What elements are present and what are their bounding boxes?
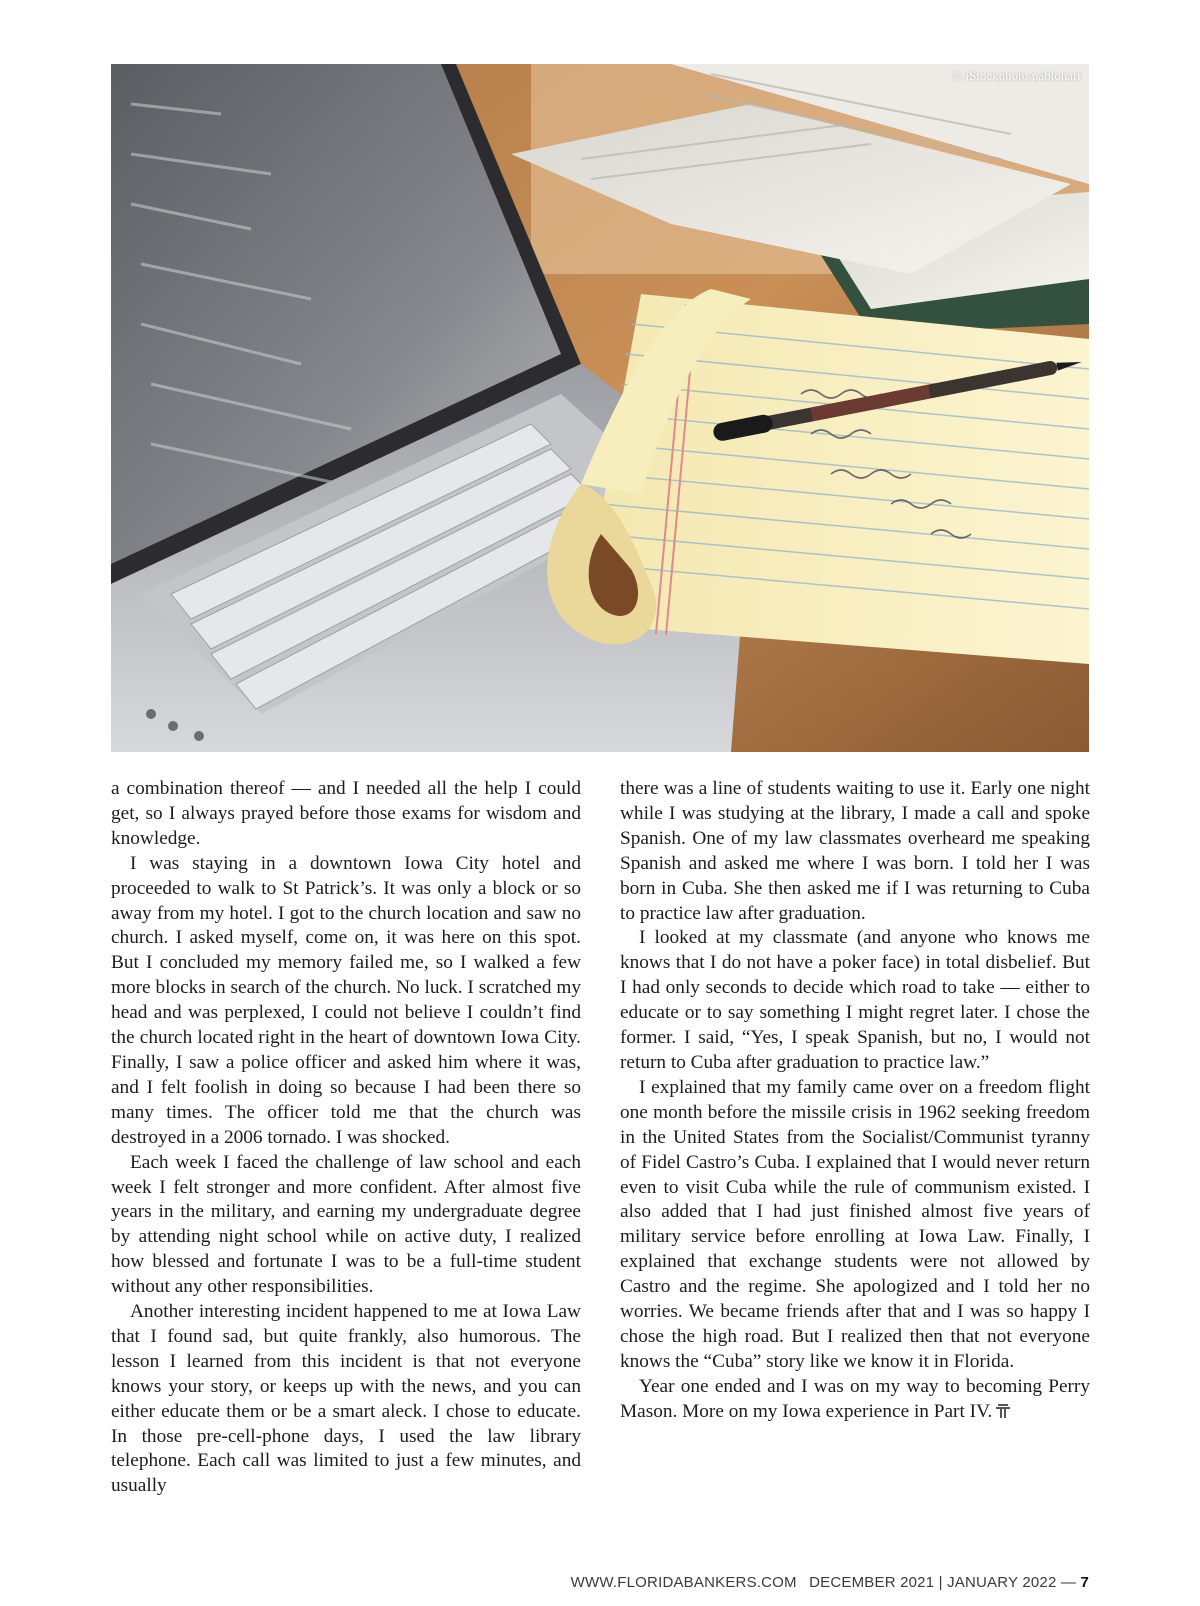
paragraph: I explained that my family came over on a freedom flight one month before the missile crisis in 1962 seeking freedom in the United States from the Socialist/Communist tyranny of Fidel Castro’s Cuba. I explained that I would never return even to visit Cuba while the rule of communism existed. I also added that I had just finished almost five years of military service before enrolling at Iowa Law. Finally, I explained that exchange students were not allowed by Castro and the regime. She apologized and I told her no worries. We became friends after that and I was so happy I chose the high road. But I realized then that not everyone knows the “Cuba” story like we know it in Florida. [620, 1076, 1090, 1372]
paragraph: I was staying in a downtown Iowa City hotel and proceeded to walk to St Patrick’s. It was only a block or so away from my hotel. I got to the church location and saw no church. I asked myself, come on, it was here on this spot. But I concluded my memory failed me, so I walked a few more blocks in search of the church. No luck. I scratched my head and was perplexed, I could not believe I couldn’t find the church located right in the heart of downtown Iowa City. Finally, I saw a police officer and asked him where it was, and I felt foolish in doing so because I had been there so many times. The officer told me that the church was destroyed in a 2006 tornado. I was shocked. [111, 852, 581, 1148]
article-column-right [620, 777, 1090, 1425]
footer-issue: DECEMBER 2021 | JANUARY 2022 — [809, 1574, 1077, 1591]
paragraph: Each week I faced the challenge of law school and each week I felt stronger and more confident. After almost five years in the military, and earning my undergraduate degree by attending night school while on active duty, I realized how blessed and fortunate I was to be a full-time student without any other responsibilities. [111, 1151, 581, 1298]
paragraph: a combination thereof — and I needed all the help I could get, so I always prayed before those exams for wisdom and knowledge. [111, 778, 581, 849]
paragraph: Another interesting incident happened to me at Iowa Law that I found sad, but quite frankly, also humorous. The lesson I learned from this incident is that not everyone knows your story, or keeps up with the news, and you can either educate them or be a smart aleck. I chose to educate. In those pre-cell-phone days, I used the law library telephone. Each call was limited to just a few minutes, and usually [111, 1301, 581, 1497]
article-photo [111, 64, 1089, 752]
final-paragraph [620, 1375, 1090, 1425]
paragraph: I looked at my classmate (and anyone who knows me knows that I do not have a poker face) in total disbelief. But I had only seconds to decide which road to take — either to educate or to say something I might regret later. I chose the former. I said, “Yes, I speak Spanish, but no, I would not return to Cuba after graduation to practice law.” [620, 927, 1090, 1073]
footer-website: WWW.FLORIDABANKERS.COM [570, 1574, 797, 1591]
paragraph: there was a line of students waiting to use it. Early one night while I was studying at the library, I made a call and spoke Spanish. One of my law classmates overheard me speaking Spanish and asked me where I was born. I told her I was born in Cuba. She then asked me if I was returning to Cuba to practice law after graduation. [620, 778, 1090, 924]
article-column-left [111, 777, 581, 1499]
page-footer [571, 1574, 1089, 1591]
laptop-notepad-illustration [111, 64, 1089, 752]
page-number: 7 [1080, 1574, 1089, 1591]
end-mark-icon [995, 1404, 1011, 1419]
paragraph-text: Year one ended and I was on my way to becoming Perry Mason. More on my Iowa experience in Part IV. [620, 1375, 1090, 1422]
photo-credit: © iStockphoto/pablohart [952, 68, 1081, 83]
